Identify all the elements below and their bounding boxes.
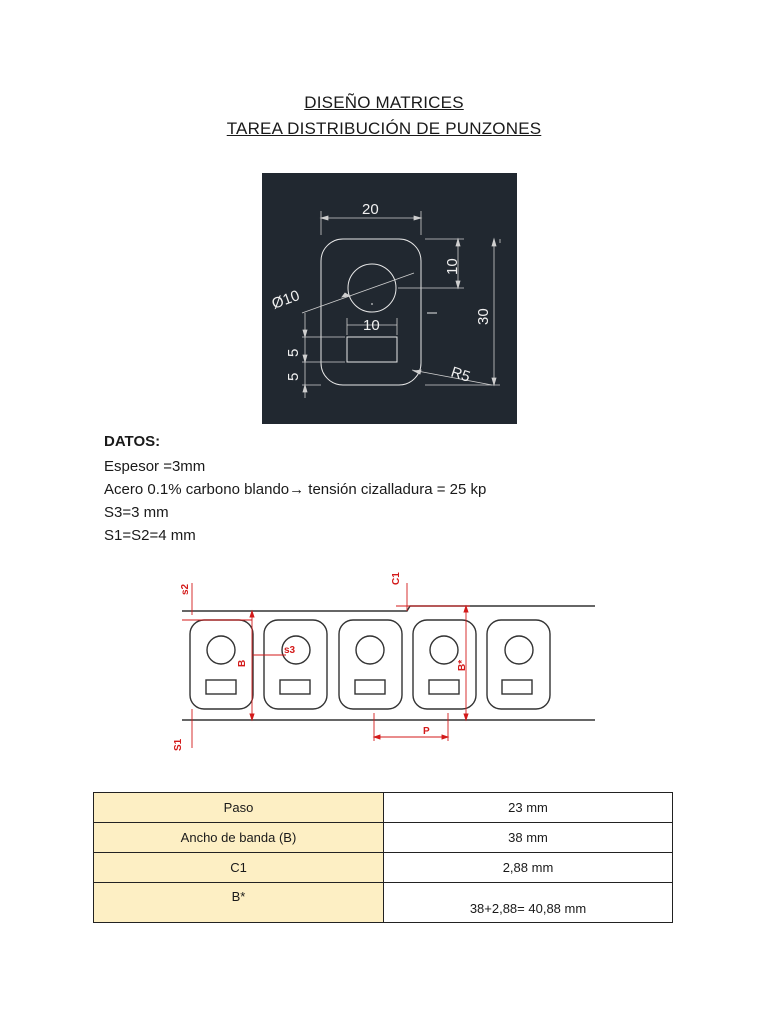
datos-line: S1=S2=4 mm <box>104 527 196 544</box>
row-label: B* <box>94 883 384 923</box>
datos-line: S3=3 mm <box>104 504 169 521</box>
row-value: 2,88 mm <box>384 853 673 883</box>
dim-diameter-label: Ø10 <box>269 287 303 313</box>
row-label: Paso <box>94 793 384 823</box>
dim-width-label: 20 <box>362 201 379 218</box>
table-row <box>94 793 673 823</box>
strip-label-c1: C1 <box>391 572 402 585</box>
strip-label-s1: S1 <box>173 738 184 751</box>
dim-radius-label: R5 <box>448 363 473 386</box>
part-drawing <box>262 173 517 424</box>
strip-part <box>264 620 327 709</box>
datos-heading: DATOS: <box>104 433 161 450</box>
table-row <box>94 883 673 923</box>
strip-label-b: B <box>237 659 248 667</box>
strip-part <box>339 620 402 709</box>
part-rect-cutout <box>347 337 397 362</box>
strip-label-p: P <box>423 726 430 737</box>
dim-height-label: 30 <box>475 308 492 325</box>
dim-rect-width-label: 10 <box>363 317 380 334</box>
dim-five-upper-label: 5 <box>285 348 302 357</box>
row-label: C1 <box>94 853 384 883</box>
strip-label-s3: s3 <box>284 645 296 656</box>
row-label: Ancho de banda (B) <box>94 823 384 853</box>
strip-layout-drawing <box>170 563 600 770</box>
row-value: 38 mm <box>384 823 673 853</box>
datos-line: Acero 0.1% carbono blando→ tensión cizalladura = 25 kp <box>104 481 487 498</box>
strip-part <box>487 620 550 709</box>
strip-label-b-star: B* <box>457 659 468 671</box>
table-row <box>94 853 673 883</box>
dim-hole-top-label: 10 <box>444 258 461 275</box>
strip-label-s2: s2 <box>180 583 191 595</box>
row-value: 38+2,88= 40,88 mm <box>384 883 673 923</box>
datos-line: Espesor =3mm <box>104 458 206 475</box>
document-title: DISEÑO MATRICES <box>304 93 464 112</box>
results-table <box>93 792 673 923</box>
strip-top-edge <box>182 606 595 611</box>
table-row <box>94 823 673 853</box>
dim-five-lower-label: 5 <box>285 372 302 381</box>
row-value: 23 mm <box>384 793 673 823</box>
document-subtitle: TAREA DISTRIBUCIÓN DE PUNZONES <box>226 119 542 138</box>
